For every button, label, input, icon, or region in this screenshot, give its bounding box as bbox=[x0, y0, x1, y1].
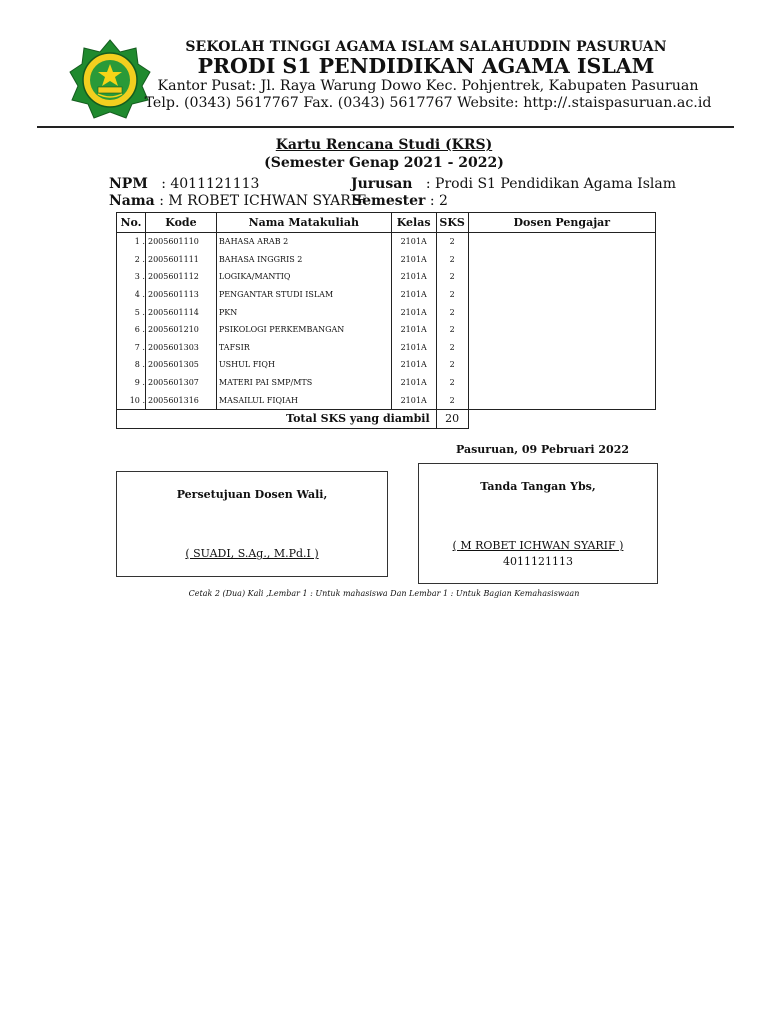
cell-kelas: 2101A bbox=[391, 268, 436, 286]
cell-kode: 2005601110 bbox=[145, 233, 216, 251]
cell-sks: 2 bbox=[436, 321, 468, 339]
cell-dosen bbox=[468, 303, 655, 321]
table-row bbox=[117, 251, 656, 269]
cell-nama: PSIKOLOGI PERKEMBANGAN bbox=[216, 321, 391, 339]
nama-value: : M ROBET ICHWAN SYARIF bbox=[159, 193, 367, 209]
cell-no: 1 . bbox=[117, 233, 146, 251]
cell-kode: 2005601114 bbox=[145, 303, 216, 321]
cell-sks: 2 bbox=[436, 303, 468, 321]
table-row bbox=[117, 303, 656, 321]
cell-nama: USHUL FIQH bbox=[216, 356, 391, 374]
table-row bbox=[117, 233, 656, 251]
cell-no: 3 . bbox=[117, 268, 146, 286]
approval-title: Persetujuan Dosen Wali, bbox=[176, 488, 328, 501]
cell-kode: 2005601113 bbox=[145, 286, 216, 304]
cell-dosen bbox=[468, 339, 655, 357]
krs-table bbox=[116, 212, 656, 429]
cell-kode: 2005601305 bbox=[145, 356, 216, 374]
cell-kode: 2005601210 bbox=[145, 321, 216, 339]
total-row bbox=[117, 409, 656, 428]
cell-dosen bbox=[468, 356, 655, 374]
cell-sks: 2 bbox=[436, 251, 468, 269]
cell-sks: 2 bbox=[436, 339, 468, 357]
signature-box bbox=[418, 463, 658, 584]
table-row bbox=[117, 321, 656, 339]
header-sks: SKS bbox=[436, 213, 468, 233]
header-nama: Nama Matakuliah bbox=[216, 213, 391, 233]
cell-kelas: 2101A bbox=[391, 339, 436, 357]
jurusan-value: : Prodi S1 Pendidikan Agama Islam bbox=[425, 176, 676, 192]
cell-kode: 2005601316 bbox=[145, 391, 216, 409]
cell-nama: MASAILUL FIQIAH bbox=[216, 391, 391, 409]
cell-kelas: 2101A bbox=[391, 321, 436, 339]
cell-no: 4 . bbox=[117, 286, 146, 304]
header-kelas: Kelas bbox=[391, 213, 436, 233]
npm-info bbox=[109, 176, 259, 192]
cell-nama: BAHASA ARAB 2 bbox=[216, 233, 391, 251]
cell-no: 7 . bbox=[117, 339, 146, 357]
semester-label: Semester bbox=[352, 193, 426, 209]
total-empty bbox=[468, 409, 655, 428]
cell-nama: MATERI PAI SMP/MTS bbox=[216, 374, 391, 392]
cell-kode: 2005601307 bbox=[145, 374, 216, 392]
cell-no: 8 . bbox=[117, 356, 146, 374]
semester-info bbox=[352, 193, 448, 209]
cell-dosen bbox=[468, 321, 655, 339]
signature-npm: 4011121113 bbox=[503, 555, 573, 568]
cell-sks: 2 bbox=[436, 268, 468, 286]
prodi-name: PRODI S1 PENDIDIKAN AGAMA ISLAM bbox=[197, 54, 655, 78]
table-row bbox=[117, 356, 656, 374]
cell-nama: BAHASA INGGRIS 2 bbox=[216, 251, 391, 269]
contact-line: Telp. (0343) 5617767 Fax. (0343) 5617767 Website: http://.staispasuruan.ac.id bbox=[144, 95, 712, 111]
cell-kelas: 2101A bbox=[391, 356, 436, 374]
table-row bbox=[117, 339, 656, 357]
cell-kode: 2005601112 bbox=[145, 268, 216, 286]
cell-kode: 2005601111 bbox=[145, 251, 216, 269]
cell-no: 9 . bbox=[117, 374, 146, 392]
cell-dosen bbox=[468, 233, 655, 251]
cell-sks: 2 bbox=[436, 356, 468, 374]
date-place: Pasuruan, 09 Pebruari 2022 bbox=[456, 443, 630, 456]
table-row bbox=[117, 391, 656, 409]
jurusan-label: Jurusan bbox=[351, 176, 413, 192]
signature-title: Tanda Tangan Ybs, bbox=[480, 480, 596, 493]
cell-sks: 2 bbox=[436, 391, 468, 409]
cell-sks: 2 bbox=[436, 374, 468, 392]
print-note: Cetak 2 (Dua) Kali ,Lembar 1 : Untuk mahasiswa Dan Lembar 1 : Untuk Bagian Kemahasiswaan bbox=[188, 589, 580, 598]
cell-no: 2 . bbox=[117, 251, 146, 269]
school-name: SEKOLAH TINGGI AGAMA ISLAM SALAHUDDIN PASURUAN bbox=[185, 39, 667, 55]
cell-kelas: 2101A bbox=[391, 391, 436, 409]
npm-value: : 4011121113 bbox=[161, 176, 260, 192]
header-divider bbox=[37, 126, 734, 128]
cell-nama: TAFSIR bbox=[216, 339, 391, 357]
cell-dosen bbox=[468, 268, 655, 286]
nama-info bbox=[109, 193, 366, 209]
cell-dosen bbox=[468, 391, 655, 409]
cell-kelas: 2101A bbox=[391, 303, 436, 321]
cell-kode: 2005601303 bbox=[145, 339, 216, 357]
cell-no: 5 . bbox=[117, 303, 146, 321]
signature-name: ( M ROBET ICHWAN SYARIF ) bbox=[452, 539, 624, 552]
cell-dosen bbox=[468, 286, 655, 304]
jurusan-info bbox=[351, 176, 676, 192]
cell-kelas: 2101A bbox=[391, 233, 436, 251]
cell-nama: PKN bbox=[216, 303, 391, 321]
cell-kelas: 2101A bbox=[391, 374, 436, 392]
table-row bbox=[117, 374, 656, 392]
table-header-row bbox=[117, 213, 656, 233]
address-line: Kantor Pusat: Jl. Raya Warung Dowo Kec. Pohjentrek, Kabupaten Pasuruan bbox=[157, 78, 699, 94]
cell-dosen bbox=[468, 251, 655, 269]
approval-box bbox=[116, 471, 388, 577]
cell-dosen bbox=[468, 374, 655, 392]
cell-no: 6 . bbox=[117, 321, 146, 339]
cell-nama: PENGANTAR STUDI ISLAM bbox=[216, 286, 391, 304]
cell-nama: LOGIKA/MANTIQ bbox=[216, 268, 391, 286]
semester-value: : 2 bbox=[429, 193, 448, 209]
nama-label: Nama bbox=[109, 193, 155, 209]
header-kode: Kode bbox=[145, 213, 216, 233]
cell-kelas: 2101A bbox=[391, 251, 436, 269]
npm-label: NPM bbox=[109, 176, 148, 192]
cell-sks: 2 bbox=[436, 233, 468, 251]
total-value: 20 bbox=[436, 409, 468, 428]
table-row bbox=[117, 268, 656, 286]
header-no: No. bbox=[117, 213, 146, 233]
semester-title: (Semester Genap 2021 - 2022) bbox=[264, 155, 504, 171]
approval-name: ( SUADI, S.Ag., M.Pd.I ) bbox=[185, 547, 319, 560]
table-row bbox=[117, 286, 656, 304]
cell-sks: 2 bbox=[436, 286, 468, 304]
document-title: Kartu Rencana Studi (KRS) bbox=[275, 137, 493, 153]
cell-no: 10 . bbox=[117, 391, 146, 409]
cell-kelas: 2101A bbox=[391, 286, 436, 304]
total-label: Total SKS yang diambil bbox=[117, 409, 437, 428]
header-dosen: Dosen Pengajar bbox=[468, 213, 655, 233]
